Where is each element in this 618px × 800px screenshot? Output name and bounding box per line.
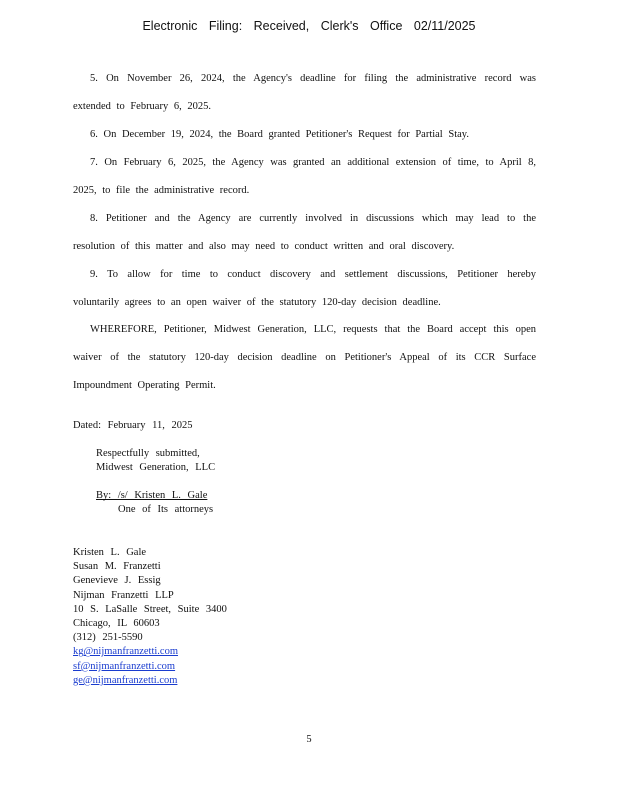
email-link[interactable]: kg@nijmanfranzetti.com (73, 646, 179, 658)
paragraph-9: 9. To allow for time to conduct discovery and settlement discussions, Petitioner hereby voluntarily agrees to an open waiver of the statutory 120-day decision deadline. (73, 269, 536, 308)
paragraph-6: 6. On December 19, 2024, the Board granted Petitioner's Request for Partial Stay. (90, 129, 469, 140)
attorney-address-block (73, 546, 227, 688)
city-state-zip: Chicago, IL 60603 (73, 618, 160, 630)
attorney-name: Kristen L. Gale (73, 547, 147, 558)
attorney-name: Genevieve J. Essig (73, 575, 161, 587)
filing-header: Electronic Filing: Received, Clerk's Office 02/11/2025 (142, 19, 476, 33)
firm-name: Nijman Franzetti LLP (73, 589, 174, 601)
signature-party: Midwest Generation, LLC (96, 462, 216, 473)
paragraph-5: 5. On November 26, 2024, the Agency's deadline for filing the administrative record was extended to February 6, 2025. (73, 73, 536, 112)
phone-number: (312) 251-5590 (73, 632, 143, 644)
paragraph-8: 8. Petitioner and the Agency are currently involved in discussions which may lead to the resolution of this matter and also may need to conduct written and oral discovery. (73, 213, 536, 252)
date-line: Dated: February 11, 2025 (73, 420, 193, 431)
paragraph-7: 7. On February 6, 2025, the Agency was granted an additional extension of time, to April 8, 2025, to file the administrative record. (73, 157, 536, 196)
email-link[interactable]: ge@nijmanfranzetti.com (73, 674, 178, 686)
wherefore-paragraph: WHEREFORE, Petitioner, Midwest Generation, LLC, requests that the Board accept this open waiver of the statutory 120-day decision deadline on Petitioner's Appeal of its CCR Surface Impoundment Operating Permit. (73, 324, 536, 391)
page-number: 5 (306, 734, 312, 745)
signature-role: One of Its attorneys (118, 504, 214, 515)
signature-by-line: By: /s/ Kristen L. Gale (96, 490, 208, 501)
attorney-name: Susan M. Franzetti (73, 561, 161, 573)
signature-closing: Respectfully submitted, (96, 448, 200, 459)
email-link[interactable]: sf@nijmanfranzetti.com (73, 660, 176, 672)
street-address: 10 S. LaSalle Street, Suite 3400 (73, 603, 227, 615)
